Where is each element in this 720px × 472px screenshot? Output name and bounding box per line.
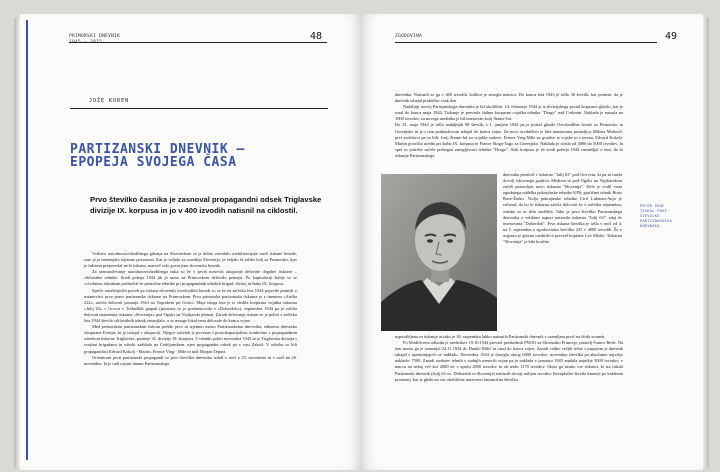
title-line-2: EPOPEJA SVOJEGA ČASA — [70, 155, 237, 170]
portrait-illustration — [381, 174, 497, 331]
body-paragraph: Po Modičevem odhodu je urednikov 19.10.1944 prevzel predsednik PNOO za Slovensko Primorje, pisatelj France Bevk. Na tem mestu ga je zamenjal 24.11.1944 dr. Danilo Milič in ostal do konca vojne. Zaradi vedno večjih težav s papirjem je dnevnik izhajal s spreminjajočo se naklado. Decembra 1944 je dosegla okrog 6000 izvodov; novembra številka pa absolutno najvišjo naklado: 7500. Zaradi sredstev tehnik v zadnjih mesecih vojne pa je naklada v januarju 1945 znašala najnižje 5000 izvodov, v marcu na nekaj več kot 2000 ter v aprilu 2800 izvodov in ob izidu 1170 izvodov. Skozi ga nismo vse tiskarni, ki sta tiskali Partizanski dnevnik (Julij 63 oz. Doberdob in Slovenija) natisnili skoraj milijon izvodov (brezplačno števila kasneje po kakšnem prostem), kar je glede na vse okoliščine naravnost fantastična številka. — [395, 340, 623, 382]
portrait-photo — [381, 174, 497, 331]
left-page-number: 48 — [310, 31, 323, 42]
body-paragraph: Spričo naraščajočih potreb po tiskani slovenski osvobodilni besedi so se že na začetku leta 1944 pojavile pomisli o ustanovitvi prve prave partizanske tiskarne na Primorskem. Prva primorska partizanska tiskarna je z imenom »Ančka 222«, začela delovati januarja 1944 na Vogrskem pri Gorici. Maja istega leta je iz sledila korpusna vojaška tiskarna »Julij 63« v Govcu v Trebuških grapah (poznana se je preimenovala v »Doberdob«), septembra 1944 pa je začela delovati znamenita tiskarna »Slovenija« pod Ogalci na Vojskarski planoti. Zaradi delovanja tiskarn se je pobiti v začetku leta 1944 število ciklostilnih tehnik zmanjšalo, a so mnoge lokal-tenu delovale do konca vojne. — [84, 287, 297, 324]
left-running-header — [69, 34, 120, 46]
author-name: JOŽE KOREN — [89, 98, 130, 104]
article-title — [70, 143, 245, 169]
column-paragraph: dnevnika prenesli v tiskarno "Julij 63" pod Govcem, ki pa ni imela dovolj črkovnega gradiva. Medtem se pod Ogalci na Vojskarskem začeli postavljati novo tiskarno "Slovenija". Delo je vodil vrsta zgodnjega oddelka pokrajinske tehnike KPS, grafičnei tehnik Boris Race-Žarko. Vodja pokrajinske tehnike Ciril Lukman-Anjo je računal, da bo le tiskarna začela delovati že v začetku septembra, vendar so se dela zavlekla. Tako je prvo številko Partizanskega dnevnika z velikimi napori natisnila tiskarna "Julij 63", zdaj že imenovana "Doberdob". Prva tiskana številka je izšla v noči od 4. na 5. septembra z zgodovinsko številko 235 v 4000 izvodih. Že v avgustu je glavno uredništvo prevzel kopiator Lev Modic. Tiskarna "Slovenija" je bila končno — [503, 172, 622, 245]
right-page-edge — [703, 18, 709, 468]
right-running-header — [395, 34, 422, 40]
right-column-text — [503, 172, 622, 245]
title-line-1: PARTIZANSKI DNEVNIK – — [70, 142, 245, 157]
body-paragraph: Med primorskim partizanskim tiskom prešde prvo in izjemno mesto Partizanskemu dnevniku, edinemu dnevniku okupirane Evrope, ki je izhajal v okupaciji. Njegov začetek je povezan s protiokupacijskim, konkretno s propagandnim odsekom tiskarne Triglavske, pozneje 31. divizije IX. korpusa. V tehniki poleti novembra 1943 se je Triglavska divizija s svojimi brigadami in odseki zadržala na Cerkljanskem, njen propagandni odsek pa v vasi Zakriž. V odseku so bili propagandisti Edvard Kokolj - Martin, France Ving - Mile in tudi Marjan Tepina. — [84, 324, 297, 354]
body-paragraph: Do 31. maja 1944 je izšlo nadaljnjih 98 številk, s 1. junijem 1944 pa je postal glasilo Osvobodilne fronte za Primorsko in Gorenjsko in je s tem podnaslovom izhajal do konca vojne. Za novo uredništvo je bila imenovana pisateljica Milena Mohorič, prvi sodelavci pa so bili: Jurij Štante-Jul za vojaške zadeve, France Vreg-Mile za gradivo iz vojske in s terena, Edvard Kokolj-Martin poročila uredbi pri štabu IX. korpusa in France Sloga-Tugo za Gorenjsko. Naklada je zrasla od 4000 do 5000 izvodov. In spet so potrebe začele presegati zmogljivosti tehnike "Drago". Štab korpusa je že sredi poletja 1944 razmišljal o tem, da bi tiskanje Partizanskega — [395, 122, 623, 158]
right-page-number: 49 — [665, 31, 678, 42]
left-body-text — [84, 251, 297, 367]
body-paragraph: Vodstvo narodnoosvobodilnega gibanja na Slovenskem se je dobro zavedalo mobilizacijske moči tiskane besede, zato je je namenjalo izjemno pozornost. Kar je veljalo za osrednjo Slovenijo, je veljalo še toliko bolj za Primorsko, kjer je fašizem prepovedal ne le tiskano, marveč celo govorjeno slovensko besedo. — [84, 251, 297, 269]
left-page — [20, 14, 361, 470]
left-header-title: PRIMORSKI DNEVNIK — [69, 34, 121, 39]
body-paragraph: Za razmnoževanje narodnoosvobodilnega tiska so že v prvih mesecih okupacije delovale ilegalne tiskarne – ciklostilne tehnike. Sredi poletja 1944 jih je samo na Primorskem delovalo petnajst. Po kapitulaciji Italije so se »civilnim« tehnikam pridružile še premične tehnike pri propagandnih odsekih brigad, divizij in štaba IX. korpusa. — [84, 269, 297, 287]
author-rule — [70, 108, 328, 109]
body-paragraph: Nadaljnji razvoj Partizanskega dnevnika je bil okoliščin. 14. februarja 1944 je iz divizijskega postal korpusno glasilo, kar je ostal do konca maja 1944. Tiskanje je prevzela štabna korpusna vojaška tehnika "Drago" nad Cerknim. Naklada je narasla na 1000 izvodov, za novega urednika je bil imenovan Jurij Štante-Jul. — [395, 104, 623, 122]
lead-paragraph: Prvo števiIko časnika je zasnoval propagandni odsek Triglavske divizije IX. korpusa in jo v 400 izvodih natisnil na ciklostil. — [90, 195, 322, 215]
right-page — [361, 14, 703, 470]
right-bottom-text — [395, 334, 623, 383]
left-header-years — [69, 40, 120, 46]
right-header-title: ZGODOVINA — [395, 34, 423, 39]
body-paragraph: dnevnika. Natisnili so ga v 400 izvodih, kolikor je zmogla matrica. Do konca leta 1943 je izšlo 36 številk, kar pomeni, da je dnevnik izhajal praktično vsak dan. — [395, 92, 623, 104]
body-paragraph: Orientirani proti partizanski propagandi so prvo številko dnevnika izdali v noči z 25. novembra in v noči na 26. november, ki je tudi rojstni datum Partizanskega — [84, 354, 297, 366]
photo-caption: PETER ŠKOF. TISKAL PRVE ŠTEVILKE PARTIZANSKEGA DNEVNIKA — [640, 204, 673, 228]
right-header-rule — [395, 42, 657, 43]
left-header-rule — [69, 42, 327, 43]
book-spread — [20, 14, 703, 470]
body-paragraph: usposobljena za tiskanje in tako je 18. septembra lahko natisnila Partizanski dnevnik z ozemljem prvič na štirih straneh. — [395, 334, 606, 339]
blue-margin-rule — [26, 20, 28, 460]
right-top-text — [395, 92, 623, 159]
